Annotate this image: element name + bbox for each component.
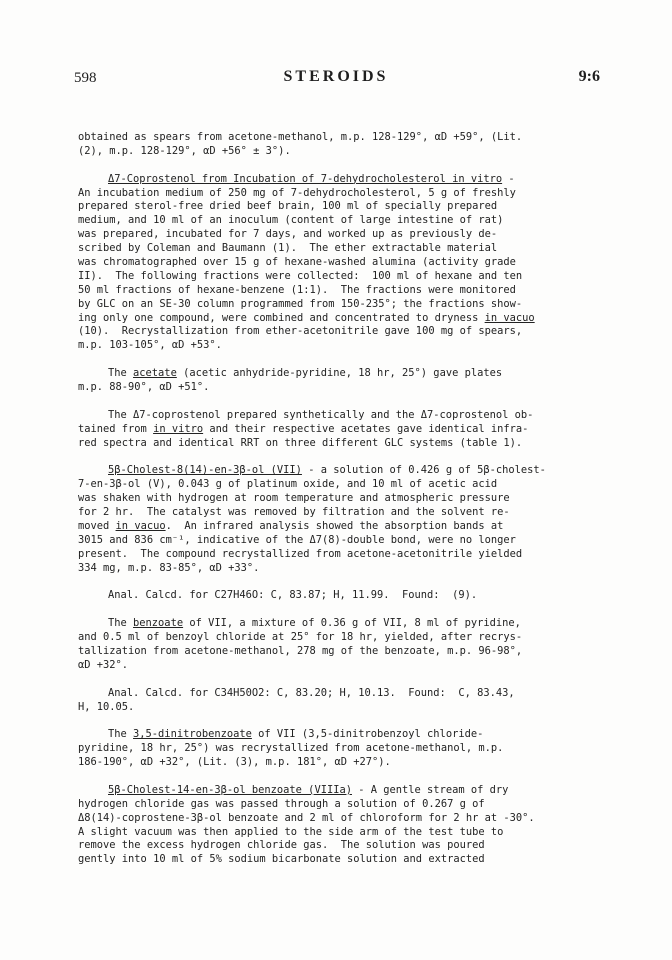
- italic-term: in vitro: [153, 422, 204, 435]
- text-line: 3015 and 836 cm⁻¹, indicative of the Δ7(8)-double bond, were no longer: [78, 533, 516, 546]
- compound-name: benzoate: [133, 617, 184, 630]
- text-line: medium, and 10 ml of an inoculum (content of large intestine of rat): [78, 214, 504, 227]
- text-line: m.p. 88-90°, αD +51°.: [78, 381, 210, 394]
- text-line: tallization from acetone-methanol, 278 mg of the benzoate, m.p. 96-98°,: [78, 644, 523, 657]
- text-line: pyridine, 18 hr, 25°) was recrystallized from acetone-methanol, m.p.: [78, 742, 504, 755]
- text-line: hydrogen chloride gas was passed through a solution of 0.267 g of: [78, 797, 485, 810]
- analysis-line: Anal. Calcd. for C34H50O2: C, 83.20; H, 10.13. Found: C, 83.43,: [108, 686, 515, 699]
- text-line: H, 10.05.: [78, 700, 135, 713]
- text-line: Δ8(14)-coprostene-3β-ol benzoate and 2 ml of chloroform for 2 hr at -30°.: [78, 811, 535, 824]
- document-body: [78, 131, 618, 867]
- text-line: and 0.5 ml of benzoyl chloride at 25° for 18 hr, yielded, after recrys-: [78, 631, 523, 644]
- analysis-line: Anal. Calcd. for C27H46O: C, 83.87; H, 11.99. Found: (9).: [108, 589, 478, 602]
- text-line: II). The following fractions were collected: 100 ml of hexane and ten: [78, 269, 523, 282]
- text-line: A slight vacuum was then applied to the side arm of the test tube to: [78, 825, 504, 838]
- italic-term: in vacuo: [484, 311, 535, 324]
- text-line: prepared sterol-free dried beef brain, 100 ml of specially prepared: [78, 200, 498, 213]
- text-line: (10). Recrystallization from ether-acetonitrile gave 100 mg of spears,: [78, 325, 523, 338]
- text-line: The Δ7-coprostenol prepared synthetically and the Δ7-coprostenol ob-: [108, 408, 534, 421]
- text-line: 7-en-3β-ol (V), 0.043 g of platinum oxide, and 10 ml of acetic acid: [78, 478, 498, 491]
- section-heading-line: Δ7-Coprostenol from Incubation of 7-dehydrocholesterol in vitro -: [108, 172, 515, 185]
- text-line: by GLC on an SE-30 column programmed from 150-235°; the fractions show-: [78, 297, 523, 310]
- text-line: scribed by Coleman and Baumann (1). The ether extractable material: [78, 242, 498, 255]
- text-line: gently into 10 ml of 5% sodium bicarbonate solution and extracted: [78, 853, 485, 866]
- section-heading: 5β-Cholest-14-en-3β-ol benzoate (VIIIa): [108, 783, 352, 796]
- text-line: was chromatographed over 15 g of hexane-washed alumina (activity grade: [78, 256, 516, 269]
- text-line: obtained as spears from acetone-methanol, m.p. 128-129°, αD +59°, (Lit.: [78, 131, 523, 143]
- text-line: was shaken with hydrogen at room temperature and atmospheric pressure: [78, 492, 510, 505]
- text-line: tained from in vitro and their respective acetates gave identical infra-: [78, 422, 529, 435]
- running-header-title: STEROIDS: [283, 68, 389, 85]
- text-line: moved in vacuo. An infrared analysis showed the absorption bands at: [78, 519, 504, 532]
- text-line: 186-190°, αD +32°, (Lit. (3), m.p. 181°, αD +27°).: [78, 756, 391, 769]
- text-line: (2), m.p. 128-129°, αD +56° ± 3°).: [78, 144, 291, 157]
- page-number: 598: [74, 70, 97, 86]
- compound-name: 3,5-dinitrobenzoate: [133, 728, 252, 741]
- issue-number: 9:6: [578, 68, 600, 85]
- text-line: m.p. 103-105°, αD +53°.: [78, 339, 222, 352]
- text-line: present. The compound recrystallized from acetone-acetonitrile yielded: [78, 547, 523, 560]
- text-line: for 2 hr. The catalyst was removed by filtration and the solvent re-: [78, 506, 510, 519]
- text-line: was prepared, incubated for 7 days, and worked up as previously de-: [78, 228, 498, 241]
- compound-name: acetate: [133, 367, 177, 380]
- text-line: The 3,5-dinitrobenzoate of VII (3,5-dinitrobenzoyl chloride-: [108, 728, 484, 741]
- section-heading: Δ7-Coprostenol from Incubation of 7-dehydrocholesterol in vitro: [108, 172, 503, 185]
- text-line: αD +32°.: [78, 658, 129, 671]
- text-line: remove the excess hydrogen chloride gas. The solution was poured: [78, 839, 485, 852]
- text-line: The acetate (acetic anhydride-pyridine, 18 hr, 25°) gave plates: [108, 367, 503, 380]
- section-heading: 5β-Cholest-8(14)-en-3β-ol (VII): [108, 464, 302, 477]
- text-line: 334 mg, m.p. 83-85°, αD +33°.: [78, 561, 260, 574]
- text-line: red spectra and identical RRT on three different GLC systems (table 1).: [78, 436, 523, 449]
- section-heading-line: 5β-Cholest-8(14)-en-3β-ol (VII) - a solution of 0.426 g of 5β-cholest-: [108, 464, 546, 477]
- text-line: 50 ml fractions of hexane-benzene (1:1). The fractions were monitored: [78, 283, 516, 296]
- text-line: An incubation medium of 250 mg of 7-dehydrocholesterol, 5 g of freshly: [78, 186, 516, 199]
- italic-term: in vacuo: [115, 519, 166, 532]
- section-heading-line: 5β-Cholest-14-en-3β-ol benzoate (VIIIa) - A gentle stream of dry: [108, 783, 509, 796]
- text-line: The benzoate of VII, a mixture of 0.36 g of VII, 8 ml of pyridine,: [108, 617, 521, 630]
- text-line: ing only one compound, were combined and concentrated to dryness in vacuo: [78, 311, 535, 324]
